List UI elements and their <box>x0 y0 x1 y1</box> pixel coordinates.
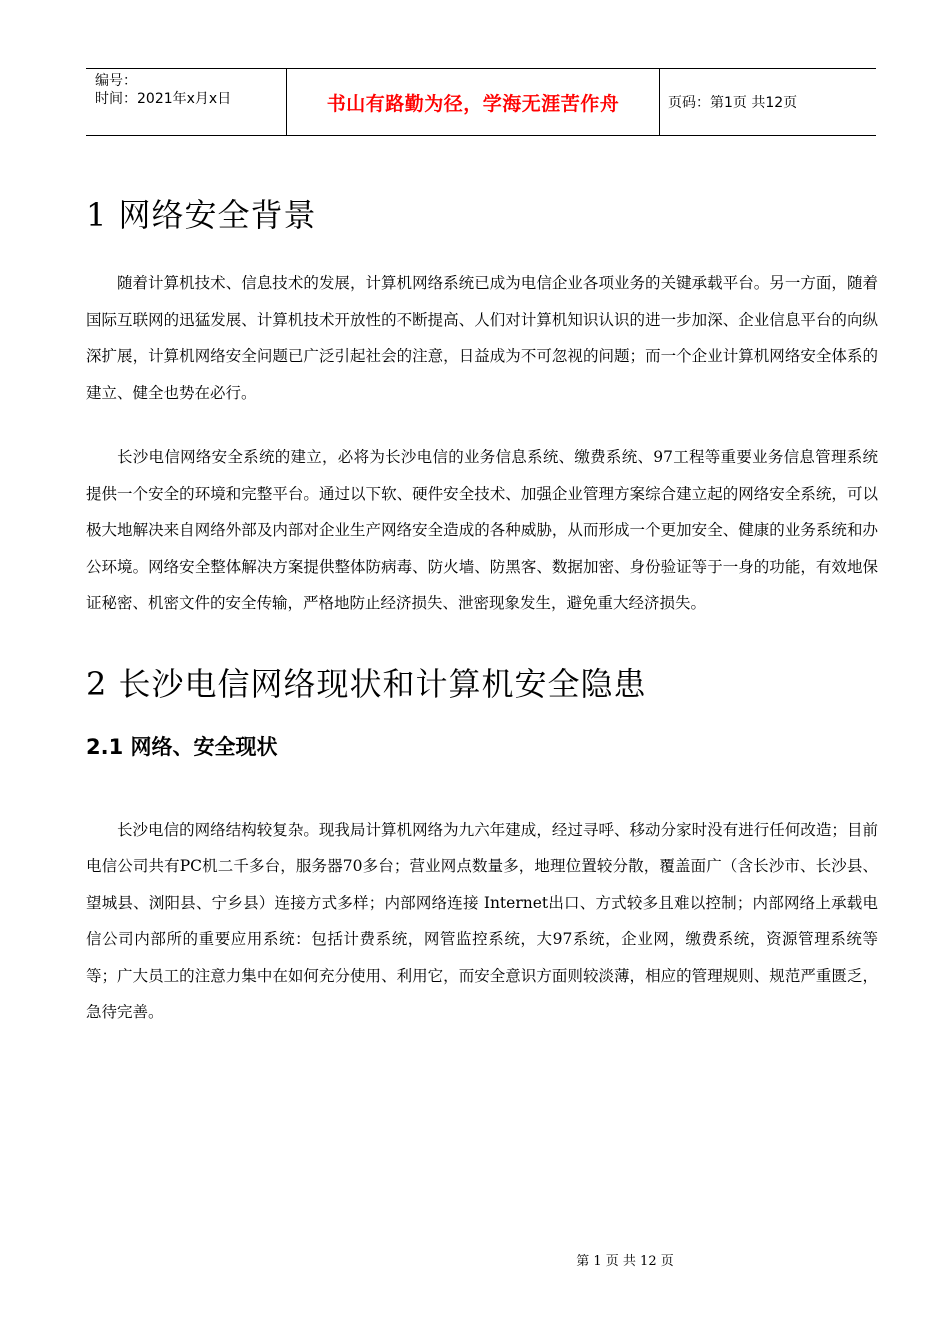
section-1-paragraph-2: 长沙电信网络安全系统的建立，必将为长沙电信的业务信息系统、缴费系统、97工程等重要业务信息管理系统提供一个安全的环境和完整平台。通过以下软、硬件安全技术、加强企业管理方案综合建立起的网络安全系统，可以极大地解决来自网络外部及内部对企业生产网络安全造成的各种威胁，从而形成一个更加安全、健康的业务系统和办公环境。网络安全整体解决方案提供整体防病毒、防火墙、防黑客、数据加密、身份验证等于一身的功能，有效地保证秘密、机密文件的安全传输，严格地防止经济损失、泄密现象发生，避免重大经济损失。 <box>86 448 878 612</box>
page-header <box>86 68 876 136</box>
section-2-1-paragraph: 长沙电信的网络结构较复杂。现我局计算机网络为九六年建成，经过寻呼、移动分家时没有进行任何改造；目前电信公司共有PC机二千多台，服务器70多台；营业网点数量多，地理位置较分散，覆盖面广（含长沙市、长沙县、望城县、浏阳县、宁乡县）连接方式多样；内部网络连接 Internet出口、方式较多且难以控制；内部网络上承载电信公司内部所的重要应用系统：包括计费系统，网管监控系统，大97系统，企业网，缴费系统，资源管理系统等等；广大员工的注意力集中在如何充分使用、利用它，而安全意识方面则较淡薄，相应的管理规则、规范严重匮乏，急待完善。 <box>86 820 878 1021</box>
section-1-heading: 1 网络安全背景 <box>86 196 317 234</box>
header-motto: 书山有路勤为径，学海无涯苦作舟 <box>286 69 660 135</box>
header-meta <box>86 69 286 135</box>
document-body <box>86 185 878 1031</box>
section-1-paragraph-1: 随着计算机技术、信息技术的发展，计算机网络系统已成为电信企业各项业务的关键承载平台。另一方面，随着国际互联网的迅猛发展、计算机技术开放性的不断提高、人们对计算机知识认识的进一步加深、企业信息平台的向纵深扩展，计算机网络安全问题已广泛引起社会的注意，日益成为不可忽视的问题；而一个企业计算机网络安全体系的建立、健全也势在必行。 <box>86 274 878 402</box>
header-page-info: 页码：第1页 共12页 <box>668 95 798 111</box>
header-date: 时间：2021年x月x日 <box>95 91 232 107</box>
section-2-1-heading: 2.1 网络、安全现状 <box>86 734 278 759</box>
section-2-heading: 2 长沙电信网络现状和计算机安全隐患 <box>86 664 647 703</box>
header-number: 编号： <box>95 73 137 89</box>
page-footer: 第 1 页 共 12 页 <box>576 1254 674 1269</box>
